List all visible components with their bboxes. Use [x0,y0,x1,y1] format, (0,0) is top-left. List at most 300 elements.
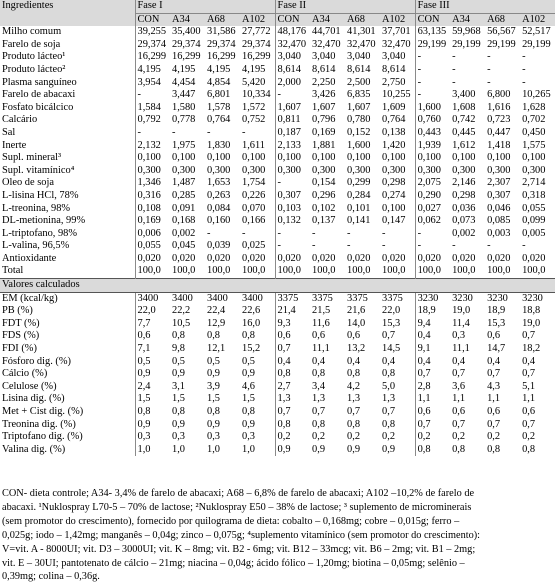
cell-value: 0,100 [382,202,406,214]
cell-value: - [487,240,491,252]
cell-value: 0,4 [487,355,501,367]
cell-value: 3230 [520,292,555,305]
cell-value: 1,1 [522,393,536,405]
cell-value: 0,160 [207,215,231,227]
cell-value: 56,567 [487,26,516,38]
cell-value: 16,0 [242,317,261,329]
cell-value: 11,1 [312,343,330,355]
cell-value: 22,0 [135,305,170,318]
cell-value: 0,9 [347,443,361,455]
cell-value: 29,374 [172,38,201,50]
cell-value: 0,8 [312,418,326,430]
cell-value: 0,3 [207,431,220,443]
cell-value: 18,2 [522,343,541,355]
cell-value: 0,9 [172,368,185,380]
cell-value: 4,195 [242,63,266,75]
ingredient-row [0,215,555,228]
cell-value: 0,9 [275,444,310,457]
cell-value: 0,8 [347,368,361,380]
treatment-header: A34 [450,13,485,26]
cell-value: - [487,76,491,88]
row-label: L-treonina, 98% [2,202,71,214]
cell-value: 0,099 [522,215,546,227]
cell-value: 1,611 [242,139,265,151]
cell-value: 29,199 [415,39,450,52]
cell-value: 0,8 [207,406,220,417]
cell-value: 0,6 [415,406,450,419]
cell-value: 37,701 [382,26,411,38]
row-label: Supl. mineral³ [2,152,62,164]
cell-value: 9,4 [415,318,450,331]
cell-value: 2,132 [135,140,170,153]
cell-value: 0,5 [207,355,220,367]
cell-value: 1,5 [242,393,255,405]
cell-value: 0,7 [415,368,450,381]
cell-value: 0,285 [172,189,196,201]
cell-value: 100,0 [347,265,371,277]
cell-value: 100,0 [487,265,511,277]
cell-value: - [415,240,450,253]
cell-value: - [382,240,386,252]
cell-value: 1,653 [207,177,231,189]
cell-value: 3400 [240,292,275,305]
cell-value: 22,2 [172,305,191,317]
cell-value: 0,4 [312,355,326,367]
cell-value: 32,470 [275,39,310,52]
cell-value: 0,020 [347,252,371,264]
cell-value: 10,334 [242,89,271,101]
cell-value: 16,299 [135,51,170,64]
cell-value: 0,020 [487,252,511,264]
cell-value: 21,6 [347,305,366,317]
cell-value: 19,0 [522,317,541,329]
cell-value: 0,020 [242,252,266,264]
cell-value: 0,300 [207,164,231,176]
cell-value: 7,1 [135,343,170,356]
treatment-header: A102 [380,13,415,26]
calculated-row [0,330,555,343]
cell-value: 10,255 [382,89,411,101]
cell-value: - [522,76,526,88]
cell-value: 0,443 [415,127,450,140]
cell-value: 1,607 [275,102,310,115]
cell-value: 1,420 [382,139,406,151]
calculated-row [0,381,555,394]
row-label: Produto lácteo¹ [2,51,66,63]
cell-value: 0,2 [487,431,501,443]
cell-value: - [275,240,310,253]
cell-value: 0,027 [415,203,450,216]
calculated-section-header: Valores calculados [0,279,555,293]
cell-value: 1,1 [487,393,501,405]
cell-value: 5,1 [522,380,536,392]
cell-value: 0,760 [415,114,450,127]
ingredient-row [0,165,555,178]
cell-value: 16,299 [172,51,201,63]
cell-value: 12,9 [207,317,226,329]
cell-value: 4,2 [347,380,361,392]
cell-value: 10,5 [172,317,191,329]
calculated-row [0,356,555,369]
cell-value: - [207,126,211,138]
cell-value: 48,176 [275,26,310,39]
cell-value: 0,7 [522,418,536,430]
ingredient-row [0,140,555,153]
cell-value: 0,062 [415,215,450,228]
cell-value: 0,7 [275,406,310,419]
cell-value: 0,8 [207,330,220,342]
cell-value: 0,3 [452,330,466,342]
cell-value: 44,701 [312,26,341,38]
cell-value: 0,7 [415,419,450,432]
cell-value: 9,3 [275,318,310,331]
ingredient-row [0,190,555,203]
cell-value: 1,0 [172,443,185,455]
cell-value: 1,572 [242,101,266,113]
row-label: Inerte [2,139,27,151]
cell-value: - [172,126,176,138]
cell-value: 0,020 [522,252,546,264]
cell-value: 0,7 [452,418,466,430]
cell-value: 4,454 [172,76,196,88]
cell-value: 29,374 [242,38,271,50]
cell-value: 0,5 [242,355,255,367]
row-label: FDS (%) [2,330,40,342]
cell-value: 1,418 [487,139,511,151]
cell-value: 1,487 [172,177,196,189]
footnote-line: (sem promotor do crescimento), fornecido por quilograma de dieta: cobalto – 0,168mg; cobre – 0,015g; ferro – [2,515,460,527]
cell-value: 1,607 [312,101,336,113]
cell-value: 0,166 [242,215,266,227]
cell-value: 1,0 [135,444,170,457]
row-label: FDI (%) [2,343,37,355]
cell-value: 0,4 [452,355,466,367]
cell-value: 0,7 [522,368,536,380]
cell-value: 1,600 [347,139,371,151]
cell-value: 0,073 [452,215,476,227]
cell-value: 0,108 [135,203,170,216]
cell-value: 100,0 [312,265,336,277]
cell-value: 11,1 [452,343,470,355]
cell-value: - [415,64,450,77]
cell-value: 0,020 [415,253,450,266]
cell-value: 0,8 [172,406,185,417]
cell-value: 0,300 [312,164,336,176]
calculated-row [0,292,555,305]
cell-value: 0,102 [312,202,336,214]
cell-value: 2,133 [275,140,310,153]
cell-value: 0,100 [172,152,196,164]
cell-value: 0,9 [172,418,185,430]
cell-value: 1,584 [135,102,170,115]
ingredient-row [0,265,555,278]
cell-value: 0,8 [347,418,361,430]
cell-value: 0,020 [452,252,476,264]
cell-value: 9,8 [172,343,185,355]
cell-value: 3,1 [172,380,185,392]
calculated-row [0,343,555,356]
cell-value: 0,070 [242,202,266,214]
cell-value: 0,7 [312,406,326,417]
cell-value: - [415,77,450,90]
footnote-line: 0,025g; iodo – 1,42mg; manganês – 0,04g; zinco – 0,075g; ⁴suplemento vitamínico (sem promotor do crescimento): [2,529,481,541]
cell-value: 6,801 [207,89,231,101]
row-label: Antioxidante [2,252,57,264]
cell-value: 1,3 [275,393,310,406]
cell-value: 0,100 [207,152,231,164]
cell-value: 2,7 [275,381,310,394]
cell-value: 0,300 [487,164,511,176]
cell-value: 0,318 [522,189,546,201]
cell-value: 0,296 [312,189,336,201]
cell-value: 1,608 [452,101,476,113]
cell-value: 100,0 [135,265,170,278]
phase-header: Fase II [275,0,415,13]
treatment-header: A68 [205,13,240,26]
cell-value: 0,084 [207,202,231,214]
cell-value: 0,226 [242,189,266,201]
cell-value: 1,628 [522,101,546,113]
cell-value: 0,8 [452,443,466,455]
cell-value: 0,002 [452,227,476,239]
cell-value: 100,0 [242,265,266,277]
cell-value: 0,3 [172,431,185,443]
cell-value: 0,100 [347,152,371,164]
calculated-row [0,393,555,406]
ingredient-row [0,152,555,165]
ingredient-row [0,228,555,241]
cell-value: 0,154 [312,177,336,189]
cell-value: 0,4 [347,355,361,367]
cell-value: - [452,63,456,75]
treatment-header: A68 [345,13,380,26]
cell-value: - [522,51,526,63]
cell-value: 0,020 [207,252,231,264]
cell-value: 2,146 [452,177,476,189]
cell-value: 3,040 [312,51,336,63]
cell-value: 0,7 [487,368,501,380]
cell-value: 0,9 [242,418,255,430]
cell-value: 0,263 [207,189,231,201]
treatment-header: A102 [240,13,275,26]
cell-value: 0,300 [452,164,476,176]
row-label: L-valina, 96,5% [2,240,70,252]
cell-value: 0,6 [347,330,361,342]
cell-value: 29,374 [135,39,170,52]
cell-value: 0,046 [487,202,511,214]
cell-value: 0,7 [487,418,501,430]
cell-value: 0,005 [522,227,546,239]
cell-value: 0,7 [522,330,536,342]
cell-value: 22,4 [207,305,226,317]
cell-value: - [312,227,316,239]
cell-value: 0,100 [242,152,266,164]
cell-value: 1,607 [347,101,371,113]
cell-value: 4,854 [207,76,231,88]
cell-value: 0,8 [487,443,501,455]
cell-value: 100,0 [382,265,406,277]
cell-value: 0,020 [135,253,170,266]
cell-value: 0,811 [275,114,310,127]
cell-value: 8,614 [382,63,406,75]
cell-value: 1,346 [135,177,170,190]
cell-value: 1,578 [207,101,231,113]
cell-value: 63,135 [415,26,450,39]
cell-value: 0,8 [382,368,396,380]
cell-value: 3230 [485,292,520,305]
ingredient-row [0,26,555,39]
cell-value: 0,100 [275,152,310,165]
cell-value: 8,614 [275,64,310,77]
cell-value: 100,0 [275,265,310,278]
cell-value: - [382,227,386,239]
cell-value: 29,199 [522,38,551,50]
calculated-row [0,368,555,381]
cell-value: 0,2 [347,431,361,443]
cell-value: 0,298 [452,189,476,201]
cell-value: - [415,51,450,64]
cell-value: 0,307 [275,190,310,203]
cell-value: 52,517 [522,26,551,38]
cell-value: 2,000 [275,77,310,90]
cell-value: 0,3 [242,431,255,443]
cell-value: 1,600 [415,102,450,115]
cell-value: 22,6 [242,305,261,317]
cell-value: 14,0 [347,317,366,329]
cell-value: 0,6 [275,330,310,343]
cell-value: 29,374 [207,38,236,50]
cell-value: - [275,228,310,241]
cell-value: - [522,240,526,252]
cell-value: 4,195 [207,63,231,75]
cell-value: - [347,240,351,252]
cell-value: 0,9 [242,368,255,380]
calculated-row [0,444,555,457]
cell-value: - [207,227,211,239]
cell-value: 0,4 [415,356,450,369]
cell-value: 1,754 [242,177,266,189]
row-label: L-lisina HCl, 78% [2,189,79,201]
phase-header: Fase III [415,0,555,13]
cell-value: 3400 [205,292,240,305]
cell-value: - [135,89,170,102]
cell-value: 3375 [380,292,415,305]
cell-value: 0,7 [347,406,361,417]
row-label: Valina dig. (%) [2,443,66,455]
footnote-line: abacaxi. ¹Nuklospray L70-5 – 70% de lactose; ²Nuklospray E50 – 38% de lactose; ³ suplemento de microminerais [2,501,472,513]
row-label: Farelo de abacaxi [2,89,76,101]
cell-value: 0,2 [522,431,536,443]
cell-value: 35,400 [172,26,201,38]
calculated-row [0,305,555,318]
cell-value: 3230 [415,292,450,305]
cell-value: 15,3 [382,317,401,329]
cell-value: 4,6 [242,380,255,392]
cell-value: 1,5 [135,393,170,406]
cell-value: 0,778 [172,114,196,126]
ingredient-row [0,102,555,115]
ingredient-row [0,177,555,190]
cell-value: - [415,228,450,241]
cell-value: 21,5 [312,305,331,317]
calculated-section-row [0,279,555,293]
row-label: Plasma sanguíneo [2,76,77,88]
cell-value: - [275,177,310,190]
row-label: Triptofano dig. (%) [2,431,83,443]
cell-value: 1,830 [207,139,231,151]
cell-value: 3230 [450,292,485,305]
cell-value: 100,0 [207,265,231,277]
cell-value: 0,4 [522,355,536,367]
cell-value: 41,301 [347,26,376,38]
ingredient-row [0,114,555,127]
cell-value: 0,8 [275,368,310,381]
cell-value: 0,7 [382,330,396,342]
cell-value: 0,300 [522,164,546,176]
cell-value: - [487,51,491,63]
cell-value: 0,055 [135,240,170,253]
cell-value: 0,274 [382,189,406,201]
cell-value: - [242,126,246,138]
cell-value: 0,085 [487,215,511,227]
cell-value: 6,800 [487,89,511,101]
cell-value: 0,298 [382,177,406,189]
row-label: Met + Cist dig. (%) [2,406,84,417]
cell-value: 0,4 [275,356,310,369]
cell-value: 14,7 [487,343,506,355]
cell-value: 0,6 [312,330,326,342]
cell-value: 0,5 [135,356,170,369]
treatment-header: A68 [485,13,520,26]
cell-value: 3,400 [452,89,476,101]
cell-value: 3,040 [347,51,371,63]
row-label: Milho comum [2,26,62,38]
row-label: DL-metionina, 99% [2,215,86,227]
cell-value: 3,447 [172,89,196,101]
cell-value: 14,5 [382,343,401,355]
cell-value: 0,300 [135,165,170,178]
footnote-line: CON- dieta controle; A34- 3,4% de farelo de abacaxi; A68 – 6,8% de farelo de abacaxi; A102 –10,2% de farelo de [2,488,475,499]
cell-value: 0,100 [452,152,476,164]
cell-value: 0,8 [172,330,185,342]
cell-value: 0,9 [135,419,170,432]
footnote-line: 0,39mg; colina – 0,36g. [2,571,100,583]
cell-value: 0,103 [275,203,310,216]
cell-value: 0,9 [207,418,220,430]
cell-value: 0,8 [382,418,396,430]
cell-value: 0,764 [382,114,406,126]
row-label: Fosfato bicálcico [2,101,74,113]
row-label: Cálcio (%) [2,368,48,380]
ingredient-row [0,51,555,64]
cell-value: 0,2 [415,431,450,444]
cell-value: 1,1 [452,393,466,405]
cell-value: 0,138 [382,126,406,138]
cell-value: 0,445 [452,126,476,138]
cell-value: 0,6 [487,330,501,342]
cell-value: - [452,51,456,63]
cell-value: - [275,89,310,102]
cell-value: 3,426 [312,89,336,101]
cell-value: 1,3 [347,393,361,405]
cell-value: 0,2 [382,431,396,443]
cell-value: 0,141 [347,215,371,227]
cell-value: 0,7 [275,343,310,356]
cell-value: 0,8 [312,368,326,380]
cell-value: - [415,89,450,102]
cell-value: 2,714 [522,177,546,189]
cell-value: 0,7 [382,406,396,417]
